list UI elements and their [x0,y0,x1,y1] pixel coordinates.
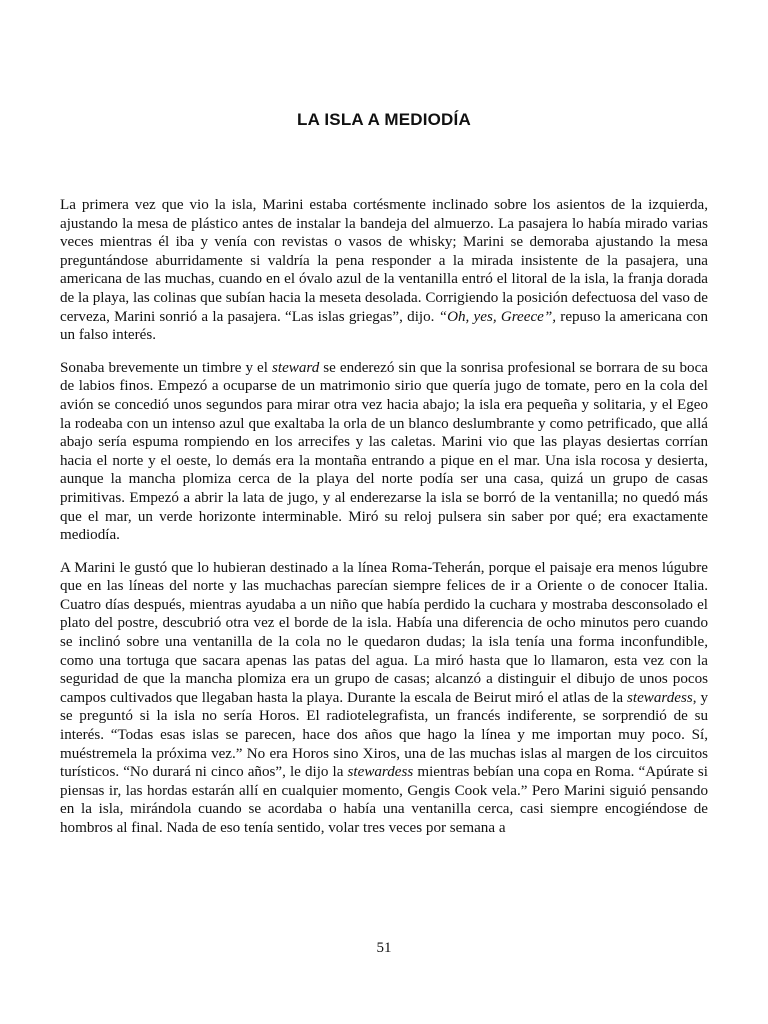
italic-text-run: stewardess [347,764,414,781]
body-text [60,196,708,838]
text-run: , y se preguntó si la isla no sería Horos. El radiotelegrafista, un francés indiferente, se sorprendió de su interés. “Todas esas islas se parecen, hace dos años que hago la línea y me importan muy poco. Sí, muéstremela la próxima vez.” No era Horos sino Xiros, una de las muchas islas al margen de los circuitos turísticos. “No durará ni cinco años”, le dijo la [60,689,708,781]
text-run: mientras bebían una copa en Roma. “Apúrate si piensas ir, las hordas estarán allí en cualquier momento, Gengis Cook vela.” Pero Marini siguió pensando en la isla, mirándola cuando se acordaba o había una ventanilla cerca, casi siempre encogiéndose de hombros al final. Nada de eso tenía sentido, volar tres veces por semana a [60,764,708,836]
paragraph [60,359,708,545]
text-run: repuso la americana con un falso interés. [60,308,708,344]
page-number: 51 [376,940,392,956]
text-run: La primera vez que vio la isla, Marini estaba cortésmente inclinado sobre los asientos de la izquierda, ajustando la mesa de plástico antes de instalar la bandeja del almuerzo. La pasajera lo había mirado varias veces mientras él iba y venía con revistas o vasos de whisky; Marini se demoraba ajustando la mesa preguntándose aburridamente si valdría la pena responder a la mirada insistente de la pasajera, una americana de las muchas, cuando en el óvalo azul de la ventanilla entró el litoral de la isla, la franja dorada de la playa, las colinas que subían hacia la meseta desolada. Corrigiendo la posición defectuosa del vaso de cerveza, Marini sonrió a la pasajera. “Las islas griegas”, dijo. [60,197,708,325]
text-run: Sonaba brevemente un timbre y el [60,359,272,376]
text-run: se enderezó sin que la sonrisa profesional se borrara de su boca de labios finos. Empezó a ocuparse de un matrimonio sirio que quería jugo de tomate, pero en la cola del avión se concedió unos segundos para mirar otra vez hacia abajo; la isla era pequeña y solitaria, y el Egeo la rodeaba con un intenso azul que exaltaba la orla de un blanco deslumbrante y como petrificado, que allá abajo sería espuma rompiendo en los arrecifes y las caletas. Marini vio que las playas desiertas corrían hacia el norte y el oeste, lo demás era la montaña entrando a pique en el mar. Una isla rocosa y desierta, aunque la mancha plomiza cerca de la playa del norte podía ser una casa, quizá un grupo de casas primitivas. Empezó a abrir la lata de jugo, y al enderezarse la isla se borró de la ventanilla; no quedó más que el mar, un verde horizonte interminable. Miró su reloj pulsera sin saber por qué; era exactamente mediodía. [60,359,709,544]
paragraph [60,559,708,838]
italic-text-run: steward [272,359,320,376]
chapter-title: LA ISLA A MEDIODÍA [297,110,471,129]
text-run: A Marini le gustó que lo hubieran destinado a la línea Roma-Teherán, porque el paisaje era menos lúgubre que en las líneas del norte y las muchachas parecían siempre felices de ir a Oriente o de conocer Italia. Cuatro días después, mientras ayudaba a un niño que había perdido la cuchara y mostraba desconsolado el plato del postre, descubrió otra vez el borde de la isla. Había una diferencia de ocho minutos pero cuando se inclinó sobre una ventanilla de la cola no le quedaron dudas; la isla tenía una forma inconfundible, como una tortuga que sacara apenas las patas del agua. La miró hasta que lo llamaron, esta vez con la seguridad de que la mancha plomiza era un grupo de casas; alcanzó a distinguir el dibujo de unos pocos campos cultivados que llegaban hasta la playa. Durante la escala de Beirut miró el atlas de la [60,559,708,706]
italic-text-run: stewardess [627,689,693,706]
italic-text-run: “Oh, yes, Greece”, [438,308,557,325]
paragraph [60,196,708,345]
